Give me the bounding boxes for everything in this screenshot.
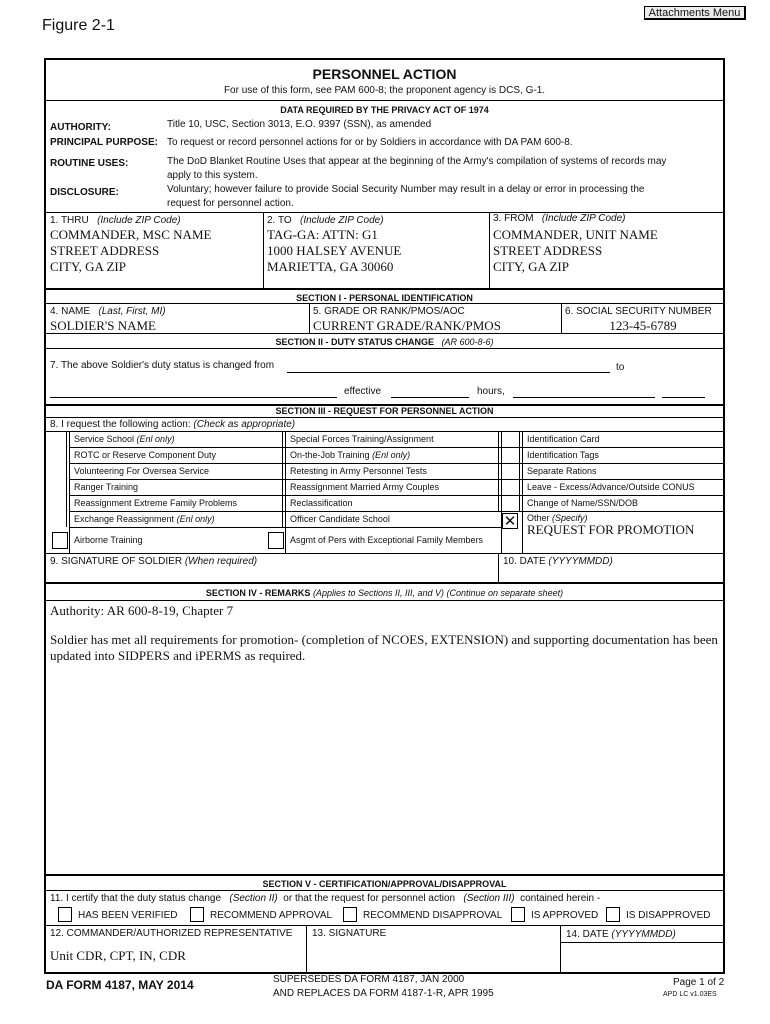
is-disapproved-label: IS DISAPPROVED: [626, 910, 711, 921]
from-address-line[interactable]: COMMANDER, UNIT NAME: [493, 227, 658, 242]
page-number: Page 1 of 2: [673, 977, 725, 988]
request-action-instruction: 8. I request the following action: (Check as appropriate): [50, 419, 296, 430]
reassignment-family-problems-option[interactable]: Reassignment Extreme Family Problems: [74, 498, 238, 508]
is-approved-label: IS APPROVED: [531, 910, 599, 921]
other-label: Other (Specify): [527, 513, 588, 523]
duty-status-to-field[interactable]: [50, 397, 337, 398]
disclosure-text: Voluntary; however failure to provide Social Security Number may result in a delay or error in processing the: [167, 184, 645, 195]
rotc-reserve-duty-option[interactable]: ROTC or Reserve Component Duty: [74, 450, 217, 460]
thru-label: 1. THRU (Include ZIP Code): [50, 215, 181, 226]
other-specify-field[interactable]: REQUEST FOR PROMOTION: [527, 522, 695, 537]
identification-tags-option[interactable]: Identification Tags: [527, 450, 599, 460]
form-title: PERSONNEL ACTION: [312, 66, 457, 82]
disclosure-text-2: request for personnel action.: [167, 198, 294, 209]
officer-candidate-school-option[interactable]: Officer Candidate School: [290, 514, 390, 524]
from-label: 3. FROM (Include ZIP Code): [493, 213, 626, 224]
duty-status-from-field[interactable]: [287, 372, 610, 373]
other-checkbox[interactable]: ✕: [503, 512, 517, 530]
remarks-text-line-2[interactable]: updated into SIDPERS and iPERMS as required.: [50, 648, 306, 663]
thru-address-line[interactable]: STREET ADDRESS: [50, 243, 160, 258]
disclosure-label: DISCLOSURE:: [50, 187, 119, 198]
commander-field[interactable]: Unit CDR, CPT, IN, CDR: [50, 948, 186, 963]
commander-signature-label: 13. SIGNATURE: [312, 928, 387, 939]
to-address-line[interactable]: TAG-GA: ATTN: G1: [267, 227, 378, 242]
is-disapproved-checkbox[interactable]: [606, 907, 620, 922]
exchange-reassignment-option[interactable]: Exchange Reassignment (Enl only): [74, 514, 215, 524]
retesting-option[interactable]: Retesting in Army Personnel Tests: [290, 466, 427, 476]
commander-signature-field[interactable]: [312, 942, 556, 970]
identification-card-option[interactable]: Identification Card: [527, 434, 600, 444]
commander-label: 12. COMMANDER/AUTHORIZED REPRESENTATIVE: [50, 928, 293, 939]
ssn-label: 6. SOCIAL SECURITY NUMBER: [565, 306, 712, 317]
grade-label: 5. GRADE OR RANK/PMOS/AOC: [313, 306, 465, 317]
leave-option[interactable]: Leave - Excess/Advance/Outside CONUS: [527, 482, 695, 492]
is-approved-checkbox[interactable]: [511, 907, 525, 922]
volunteer-oversea-service-option[interactable]: Volunteering For Oversea Service: [74, 466, 210, 476]
purpose-label: PRINCIPAL PURPOSE:: [50, 137, 158, 148]
certification-statement: 11. I certify that the duty status change (Section II) or that the request for personnel action (Section III) contained herein -: [50, 893, 601, 904]
authority-text: Title 10, USC, Section 3013, E.O. 9397 (SSN), as amended: [167, 119, 432, 130]
recommend-approval-checkbox[interactable]: [190, 907, 204, 922]
on-the-job-training-option[interactable]: On-the-Job Training (Enl only): [290, 450, 411, 460]
section-1-heading: SECTION I - PERSONAL IDENTIFICATION: [296, 293, 473, 303]
special-forces-option[interactable]: Special Forces Training/Assignment: [290, 434, 434, 444]
soldier-date-label: 10. DATE (YYYYMMDD): [503, 556, 613, 567]
effective-date-field[interactable]: [391, 397, 469, 398]
attachments-menu-button[interactable]: Attachments Menu: [644, 6, 746, 20]
soldier-signature-label: 9. SIGNATURE OF SOLDIER (When required): [50, 556, 258, 567]
from-address-line[interactable]: CITY, GA ZIP: [493, 259, 569, 274]
recommend-disapproval-checkbox[interactable]: [343, 907, 357, 922]
airborne-training-checkbox[interactable]: [52, 532, 68, 549]
soldier-signature-field[interactable]: [50, 568, 490, 580]
ssn-field[interactable]: 123-45-6789: [609, 318, 677, 333]
thru-address-line[interactable]: CITY, GA ZIP: [50, 259, 126, 274]
hours-extra-field[interactable]: [662, 397, 705, 398]
privacy-act-heading: DATA REQUIRED BY THE PRIVACY ACT OF 1974: [280, 105, 489, 115]
purpose-text: To request or record personnel actions for or by Soldiers in accordance with DA PAM 600-8.: [167, 137, 573, 148]
effective-label: effective: [344, 386, 382, 397]
figure-label: Figure 2-1: [42, 17, 115, 34]
to-label: 2. TO (Include ZIP Code): [267, 215, 384, 226]
airborne-training-option[interactable]: Airborne Training: [74, 535, 143, 545]
to-address-line[interactable]: 1000 HALSEY AVENUE: [267, 243, 402, 258]
married-couples-option[interactable]: Reassignment Married Army Couples: [290, 482, 440, 492]
recommend-disapproval-label: RECOMMEND DISAPPROVAL: [363, 910, 503, 921]
change-name-option[interactable]: Change of Name/SSN/DOB: [527, 498, 639, 508]
reclassification-option[interactable]: Reclassification: [290, 498, 353, 508]
routine-uses-text: The DoD Blanket Routine Uses that appear at the beginning of the Army's compilation of systems of records may: [167, 156, 667, 167]
routine-uses-text-2: apply to this system.: [167, 170, 258, 181]
name-label: 4. NAME (Last, First, MI): [50, 306, 166, 317]
remarks-authority[interactable]: Authority: AR 600-8-19, Chapter 7: [50, 603, 234, 618]
has-been-verified-checkbox[interactable]: [58, 907, 72, 922]
version-label: APD LC v1.03ES: [663, 991, 717, 998]
supersedes-line-1: SUPERSEDES DA FORM 4187, JAN 2000: [273, 974, 465, 985]
exceptional-family-option[interactable]: Asgmt of Pers with Exceptional Family Members: [290, 535, 484, 545]
approval-date-field[interactable]: [566, 946, 720, 970]
to-address-line[interactable]: MARIETTA, GA 30060: [267, 259, 394, 274]
section-4-heading: SECTION IV - REMARKS (Applies to Sections II, III, and V) (Continue on separate sheet): [205, 588, 564, 598]
approval-date-label: 14. DATE (YYYYMMDD): [566, 929, 676, 940]
separate-rations-option[interactable]: Separate Rations: [527, 466, 597, 476]
routine-uses-label: ROUTINE USES:: [50, 158, 129, 169]
authority-label: AUTHORITY:: [50, 122, 111, 133]
thru-address-line[interactable]: COMMANDER, MSC NAME: [50, 227, 212, 242]
has-been-verified-label: HAS BEEN VERIFIED: [78, 910, 178, 921]
soldier-date-field[interactable]: [503, 568, 719, 580]
hours-field[interactable]: [513, 397, 655, 398]
section-5-heading: SECTION V - CERTIFICATION/APPROVAL/DISAPPROVAL: [262, 879, 507, 889]
from-address-line[interactable]: STREET ADDRESS: [493, 243, 603, 258]
form-subtitle: For use of this form, see PAM 600-8; the proponent agency is DCS, G-1.: [223, 85, 546, 96]
remarks-text-line-1[interactable]: Soldier has met all requirements for promotion- (completion of NCOES, EXTENSION) and supporting documentation has been: [50, 632, 718, 647]
name-field[interactable]: SOLDIER'S NAME: [50, 318, 156, 333]
section-2-heading: SECTION II - DUTY STATUS CHANGE (AR 600-8-6): [275, 337, 494, 347]
exceptional-family-checkbox[interactable]: [268, 532, 284, 549]
ranger-training-option[interactable]: Ranger Training: [74, 482, 139, 492]
supersedes-line-2: AND REPLACES DA FORM 4187-1-R, APR 1995: [273, 988, 494, 999]
section-3-heading: SECTION III - REQUEST FOR PERSONNEL ACTION: [275, 406, 494, 416]
service-school-option[interactable]: Service School (Enl only): [74, 434, 175, 444]
duty-status-to-label: to: [616, 362, 625, 373]
form-number: DA FORM 4187, MAY 2014: [46, 978, 194, 992]
hours-label: hours,: [477, 386, 505, 397]
recommend-approval-label: RECOMMEND APPROVAL: [210, 910, 333, 921]
grade-field[interactable]: CURRENT GRADE/RANK/PMOS: [313, 318, 501, 333]
duty-status-statement: 7. The above Soldier's duty status is changed from: [50, 360, 275, 371]
